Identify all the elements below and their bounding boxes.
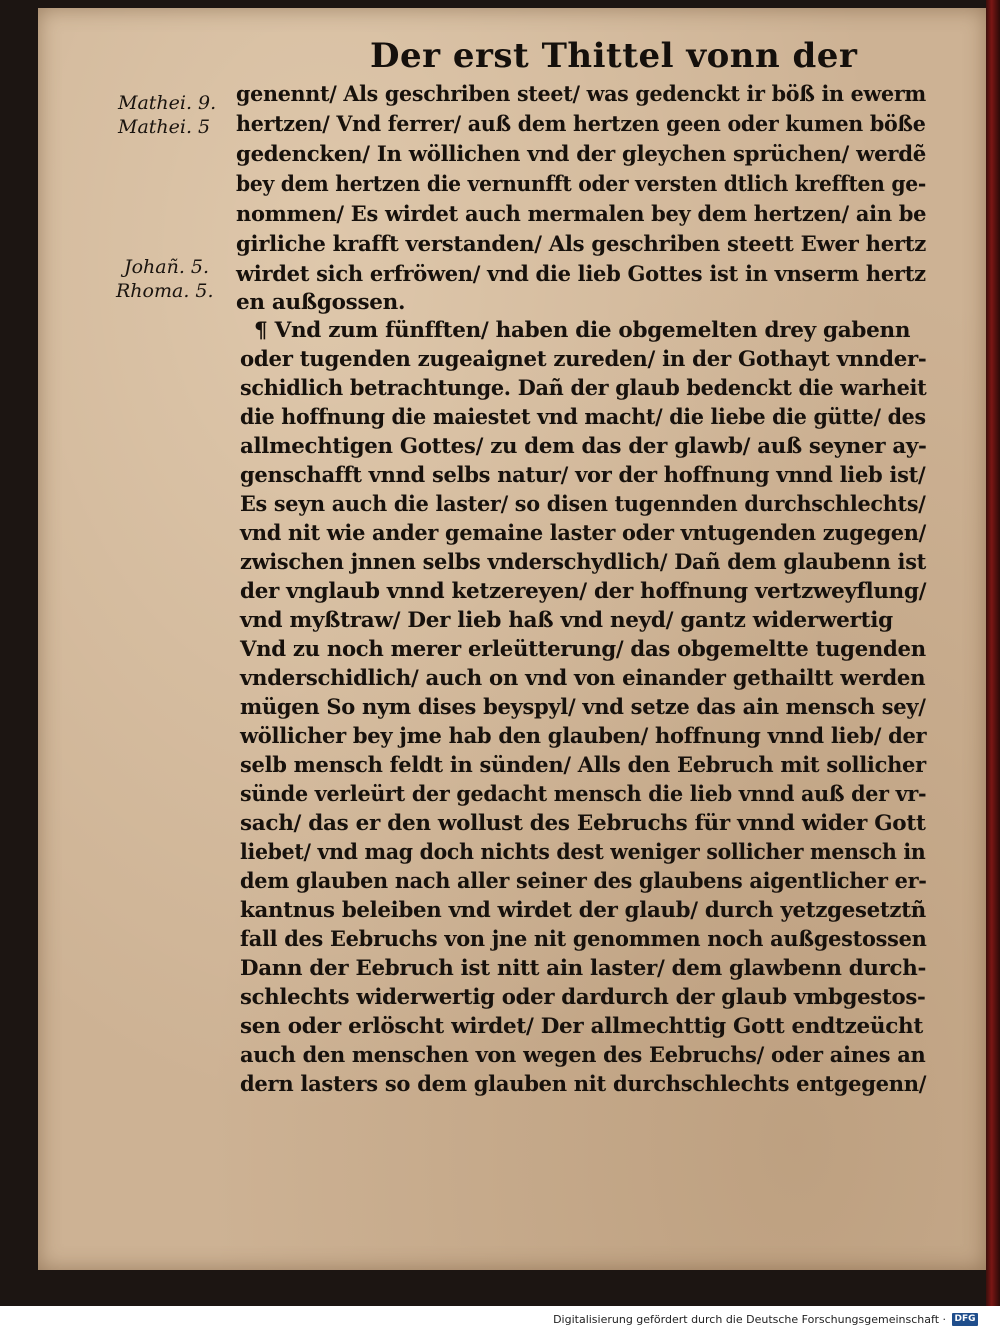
text-line: wirdet sich erfröwen/ vnd die lieb Gottes ist in vnserm hertz xyxy=(236,262,926,287)
credit-text: Digitalisierung gefördert durch die Deutsche Forschungsgemeinschaft · xyxy=(553,1312,946,1326)
text-line: vnderschidlich/ auch on vnd von einander gethailtt werden xyxy=(240,666,926,691)
text-line: genennt/ Als geschriben steet/ was gedenckt ir böß in ewerm xyxy=(236,82,926,107)
book-edge xyxy=(986,0,1000,1306)
text-line: vnd myßtraw/ Der lieb haß vnd neyd/ gantz widerwertig xyxy=(240,608,893,633)
text-line: auch den menschen von wegen des Eebruchs/ oder aines an xyxy=(240,1043,926,1068)
text-line: bey dem hertzen die vernunfft oder versten dtlich krefften ge- xyxy=(236,172,927,197)
text-line: schidlich betrachtunge. Dañ der glaub bedenckt die warheit xyxy=(240,376,927,401)
text-line: hertzen/ Vnd ferrer/ auß dem hertzen geen oder kumen böße xyxy=(236,112,926,137)
text-line: fall des Eebruchs von jne nit genommen noch außgestossen xyxy=(240,927,927,952)
text-line: dern lasters so dem glauben nit durchschlechts entgegenn/ xyxy=(240,1072,927,1097)
text-line: oder tugenden zugeaignet zureden/ in der Gothayt vnnder- xyxy=(240,347,927,372)
text-line: dem glauben nach aller seiner des glaubens aigentlicher er- xyxy=(240,869,927,894)
text-line: sen oder erlöscht wirdet/ Der allmechttig Gott endtzeücht xyxy=(240,1014,924,1039)
text-line: Es seyn auch die laster/ so disen tugennden durchschlechts/ xyxy=(240,492,926,517)
running-head: Der erst Thittel vonn der xyxy=(370,36,858,76)
text-line: Vnd zu noch merer erleütterung/ das obgemeltte tugenden xyxy=(240,637,926,662)
text-line: liebet/ vnd mag doch nichts dest weniger sollicher mensch in xyxy=(240,840,926,865)
text-line: gedencken/ In wöllichen vnd der gleychen sprüchen/ werdẽ xyxy=(236,142,927,167)
text-line: girliche krafft verstanden/ Als geschriben steett Ewer hertz xyxy=(236,232,927,257)
text-line: zwischen jnnen selbs vnderschydlich/ Dañ dem glaubenn ist xyxy=(240,550,927,575)
dfg-logo: DFG xyxy=(952,1313,978,1326)
text-line: Dann der Eebruch ist nitt ain laster/ dem glawbenn durch- xyxy=(240,956,927,981)
text-line: schlechts widerwertig oder dardurch der glaub vmbgestos- xyxy=(240,985,926,1010)
text-line: die hoffnung die maiestet vnd macht/ die liebe die gütte/ des xyxy=(240,405,926,430)
margin-note: Mathei. 5 xyxy=(118,116,211,138)
margin-note: Rhoma. 5. xyxy=(116,280,214,302)
margin-note: Mathei. 9. xyxy=(118,92,217,114)
text-line: sünde verleürt der gedacht mensch die lieb vnnd auß der vr- xyxy=(240,782,927,807)
digitization-credit xyxy=(553,1311,978,1327)
text-line: nommen/ Es wirdet auch mermalen bey dem hertzen/ ain be xyxy=(236,202,927,227)
text-line: allmechtigen Gottes/ zu dem das der glawb/ auß seyner ay- xyxy=(240,434,927,459)
text-line: en außgossen. xyxy=(236,290,406,315)
text-line: selb mensch feldt in sünden/ Alls den Eebruch mit sollicher xyxy=(240,753,926,778)
text-line: vnd nit wie ander gemaine laster oder vntugenden zugegen/ xyxy=(240,521,926,546)
text-line: genschafft vnnd selbs natur/ vor der hoffnung vnnd lieb ist/ xyxy=(240,463,926,488)
text-line: der vnglaub vnnd ketzereyen/ der hoffnung vertzweyflung/ xyxy=(240,579,927,604)
text-line: kantnus beleiben vnd wirdet der glaub/ durch yetzgesetztñ xyxy=(240,898,926,923)
text-line: ¶ Vnd zum fünfften/ haben die obgemelten drey gabenn xyxy=(254,318,911,343)
text-line: sach/ das er den wollust des Eebruchs für vnnd wider Gott xyxy=(240,811,926,836)
margin-note: Johañ. 5. xyxy=(124,256,210,278)
text-line: wöllicher bey jme hab den glauben/ hoffnung vnnd lieb/ der xyxy=(240,724,927,749)
text-line: mügen So nym dises beyspyl/ vnd setze das ain mensch sey/ xyxy=(240,695,926,720)
